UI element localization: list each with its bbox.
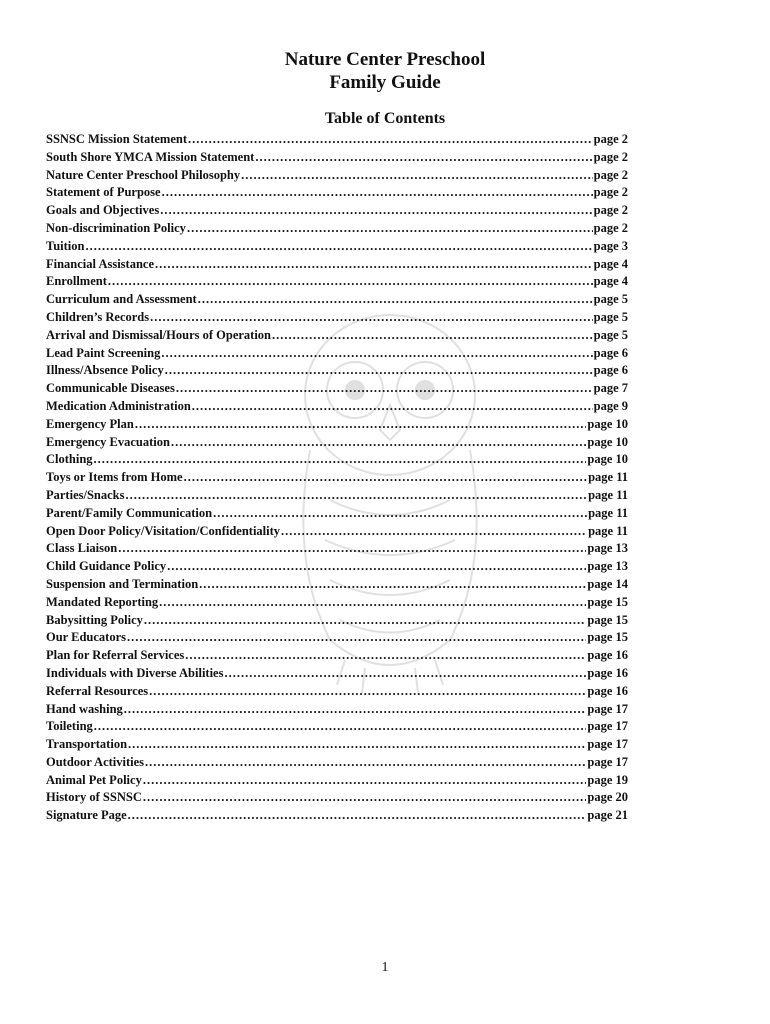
toc-entry-title: Class Liaison [46,541,118,556]
toc-entry-page: page 16 [587,648,628,663]
toc-entry-page: page 10 [587,434,628,449]
toc-entry [46,754,628,772]
toc-entry-title: Toileting [46,719,93,734]
toc-entry-title: Referral Resources [46,683,149,698]
toc-leader-dots [108,273,593,291]
toc-entry-page: page 7 [593,381,628,396]
toc-entry-page: page 6 [593,363,628,378]
toc-entry-title: Our Educators [46,630,126,645]
toc-entry [46,594,628,612]
toc-entry-page: page 17 [587,701,628,716]
toc-leader-dots [199,576,586,594]
toc-entry-page: page 17 [587,737,628,752]
toc-entry-page: page 5 [593,327,628,342]
toc-entry-title: Individuals with Diverse Abilities [46,665,224,680]
toc-entry-page: page 10 [587,416,628,431]
toc-entry [46,184,628,202]
toc-leader-dots [149,683,586,701]
toc-entry-title: Signature Page [46,808,127,823]
toc-entry-page: page 11 [588,470,628,485]
toc-entry [46,701,628,719]
toc-leader-dots [184,469,588,487]
toc-leader-dots [255,149,592,167]
toc-entry-page: page 2 [593,185,628,200]
toc-entry-title: Transportation [46,737,128,752]
toc-entry-title: Suspension and Termination [46,576,199,591]
toc-entry [46,647,628,665]
toc-leader-dots [272,327,593,345]
toc-entry [46,149,628,167]
toc-heading: Table of Contents [324,110,446,127]
toc-entry [46,807,628,825]
toc-entry-page: page 13 [587,541,628,556]
toc-leader-dots [167,558,586,576]
toc-entry [46,718,628,736]
toc-entry-title: Arrival and Dismissal/Hours of Operation [46,327,272,342]
toc-entry [46,629,628,647]
toc-entry [46,167,628,185]
toc-entry [46,736,628,754]
toc-entry [46,523,628,541]
toc-entry [46,469,628,487]
toc-entry-title: Goals and Objectives [46,203,160,218]
toc-leader-dots [143,789,587,807]
toc-entry [46,327,628,345]
toc-entry [46,256,628,274]
toc-entry-page: page 6 [593,345,628,360]
toc-entry-page: page 13 [587,559,628,574]
toc-entry-page: page 11 [588,505,628,520]
toc-entry-title: Animal Pet Policy [46,772,142,787]
toc-entry-title: Parent/Family Communication [46,505,213,520]
toc-leader-dots [125,487,587,505]
toc-entry-title: Emergency Evacuation [46,434,170,449]
toc-entry-title: Mandated Reporting [46,594,159,609]
toc-leader-dots [145,754,586,772]
toc-entry-page: page 15 [587,630,628,645]
toc-entry-page: page 11 [588,487,628,502]
toc-entry-title: Financial Assistance [46,256,154,271]
toc-entry [46,238,628,256]
toc-leader-dots [128,736,586,754]
toc-entry [46,131,628,149]
table-of-contents [46,131,628,825]
toc-entry-title: Clothing [46,452,93,467]
document-title: Nature Center Preschool [284,49,486,70]
toc-entry-page: page 4 [593,274,628,289]
toc-entry-page: page 14 [587,576,628,591]
toc-leader-dots [94,718,587,736]
toc-entry-page: page 15 [587,612,628,627]
toc-entry-title: Enrollment [46,274,107,289]
toc-entry-title: South Shore YMCA Mission Statement [46,149,255,164]
toc-leader-dots [127,629,586,647]
toc-entry [46,416,628,434]
toc-leader-dots [165,362,593,380]
toc-entry [46,309,628,327]
toc-entry-page: page 2 [593,203,628,218]
toc-entry [46,558,628,576]
toc-leader-dots [198,291,593,309]
toc-entry-title: Parties/Snacks [46,487,125,502]
toc-entry [46,202,628,220]
toc-entry [46,451,628,469]
toc-leader-dots [118,540,586,558]
toc-entry-title: Children’s Records [46,309,150,324]
toc-leader-dots [160,202,592,220]
toc-entry-page: page 2 [593,149,628,164]
toc-entry-title: Child Guidance Policy [46,559,167,574]
toc-entry-title: Communicable Diseases [46,381,175,396]
toc-entry [46,789,628,807]
toc-leader-dots [213,505,587,523]
toc-entry-title: History of SSNSC [46,790,142,805]
toc-entry [46,612,628,630]
toc-entry-page: page 10 [587,452,628,467]
toc-entry-title: Illness/Absence Policy [46,363,164,378]
toc-leader-dots [124,701,587,719]
toc-entry [46,362,628,380]
toc-leader-dots [143,772,587,790]
toc-entry-title: Non-discrimination Policy [46,220,186,235]
toc-entry-title: Toys or Items from Home [46,470,183,485]
toc-entry-page: page 19 [587,772,628,787]
toc-entry-page: page 21 [587,808,628,823]
toc-entry-title: Hand washing [46,701,123,716]
toc-entry-page: page 15 [587,594,628,609]
toc-entry [46,683,628,701]
toc-leader-dots [185,647,586,665]
toc-entry [46,380,628,398]
toc-entry-title: SSNSC Mission Statement [46,132,187,146]
toc-leader-dots [187,220,593,238]
toc-entry-title: Medication Administration [46,398,191,413]
toc-entry [46,398,628,416]
toc-leader-dots [171,434,586,452]
toc-entry [46,576,628,594]
toc-leader-dots [241,167,593,185]
toc-leader-dots [162,184,593,202]
toc-entry [46,487,628,505]
toc-entry-page: page 5 [593,292,628,307]
toc-leader-dots [150,309,593,327]
toc-entry [46,505,628,523]
toc-entry-page: page 17 [587,754,628,769]
toc-leader-dots [94,451,587,469]
page-number: 1 [381,960,389,975]
toc-entry-page: page 2 [593,220,628,235]
toc-entry-title: Emergency Plan [46,416,134,431]
toc-entry-title: Lead Paint Screening [46,345,161,360]
toc-entry-title: Outdoor Activities [46,754,145,769]
document-header [0,48,770,128]
toc-entry [46,540,628,558]
toc-entry [46,345,628,363]
toc-entry-page: page 2 [593,132,628,146]
toc-entry-title: Plan for Referral Services [46,648,185,663]
toc-entry-page: page 9 [593,398,628,413]
toc-leader-dots [161,345,592,363]
toc-leader-dots [188,131,593,149]
toc-entry-page: page 16 [587,665,628,680]
toc-entry-page: page 5 [593,309,628,324]
toc-entry [46,665,628,683]
toc-entry-title: Tuition [46,238,85,253]
toc-entry-page: page 11 [588,523,628,538]
toc-entry-title: Nature Center Preschool Philosophy [46,167,241,182]
toc-entry-title: Curriculum and Assessment [46,292,197,307]
toc-entry [46,291,628,309]
toc-entry-title: Statement of Purpose [46,185,161,200]
document-subtitle: Family Guide [329,72,441,93]
toc-entry [46,273,628,291]
toc-leader-dots [281,523,587,541]
toc-entry [46,772,628,790]
toc-leader-dots [192,398,593,416]
toc-entry-page: page 16 [587,683,628,698]
toc-entry-page: page 2 [593,167,628,182]
toc-entry-title: Open Door Policy/Visitation/Confidentiality [46,523,281,538]
toc-leader-dots [128,807,587,825]
toc-leader-dots [159,594,586,612]
toc-entry-page: page 17 [587,719,628,734]
toc-leader-dots [224,665,586,683]
toc-leader-dots [135,416,587,434]
toc-entry-page: page 3 [593,238,628,253]
toc-entry [46,220,628,238]
toc-leader-dots [85,238,592,256]
toc-entry-title: Babysitting Policy [46,612,143,627]
toc-leader-dots [155,256,593,274]
toc-leader-dots [176,380,593,398]
toc-entry [46,434,628,452]
toc-entry-page: page 4 [593,256,628,271]
toc-leader-dots [144,612,586,630]
toc-entry-page: page 20 [587,790,628,805]
